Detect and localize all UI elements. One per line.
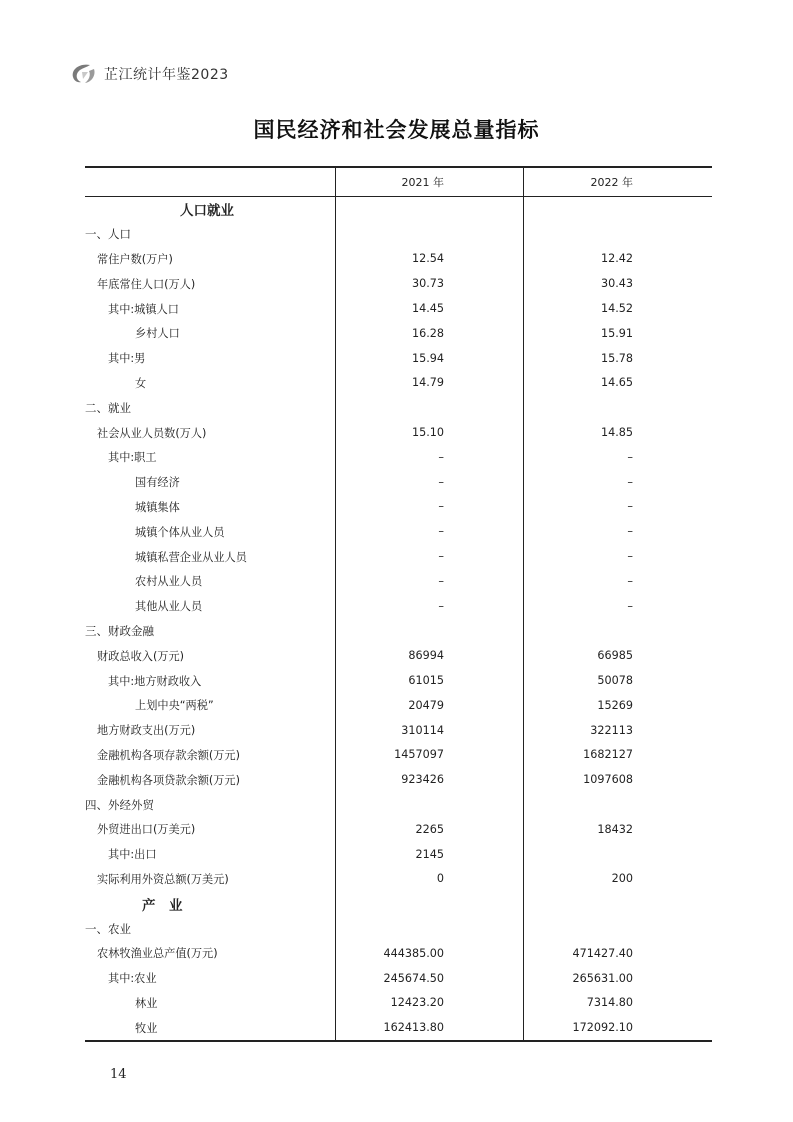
table-row [85, 247, 712, 272]
row-label: 人口就业 [180, 203, 234, 220]
value-2021: – [438, 475, 444, 489]
value-2022: – [627, 574, 633, 588]
row-label: 牧业 [135, 1021, 158, 1035]
value-2021: 2265 [415, 822, 444, 836]
table-row [85, 271, 712, 296]
value-2022: 1097608 [583, 773, 633, 787]
value-2022: 14.65 [600, 376, 633, 390]
row-label: 一、人口 [85, 227, 131, 242]
value-2021: 15.94 [411, 351, 444, 365]
value-2021: 245674.50 [383, 971, 444, 985]
table-row [85, 817, 712, 842]
table-row [85, 842, 712, 867]
table-row [85, 371, 712, 396]
value-2022: – [627, 450, 633, 464]
column-divider [523, 168, 524, 1040]
table-row [85, 792, 712, 817]
value-2022: 14.52 [600, 302, 633, 316]
table-row [85, 222, 712, 247]
table-row [85, 321, 712, 346]
table-row [85, 668, 712, 693]
row-label: 其中:出口 [108, 848, 157, 862]
value-2021: 444385.00 [383, 946, 444, 960]
value-2021: 12.54 [411, 252, 444, 266]
page-title: 国民经济和社会发展总量指标 [253, 118, 540, 142]
row-label: 三、财政金融 [85, 623, 154, 638]
value-2021: 15.10 [411, 426, 444, 440]
row-label: 金融机构各项存款余额(万元) [97, 748, 240, 762]
value-2022: 200 [611, 872, 633, 886]
row-label: 女 [135, 376, 147, 390]
value-2021: 16.28 [411, 326, 444, 340]
value-2021: – [438, 525, 444, 539]
table-row [85, 867, 712, 892]
running-header [68, 62, 229, 86]
value-2021: 923426 [401, 773, 444, 787]
row-label: 农林牧渔业总产值(万元) [97, 947, 218, 961]
value-2022: – [627, 525, 633, 539]
table-row [85, 395, 712, 420]
value-2022: – [627, 500, 633, 514]
value-2021: 14.79 [411, 376, 444, 390]
table-body [85, 197, 712, 1040]
value-2022: 7314.80 [586, 996, 633, 1010]
column-divider [335, 168, 336, 1040]
value-2022: 265631.00 [572, 971, 633, 985]
indicator-table [85, 166, 712, 1042]
row-label: 实际利用外资总额(万美元) [97, 872, 229, 886]
row-label: 二、就业 [85, 400, 131, 415]
row-label: 其中:农业 [108, 972, 157, 986]
row-label: 乡村人口 [135, 327, 180, 341]
value-2021: – [438, 574, 444, 588]
column-header-2021: 2021 年 [401, 176, 444, 189]
value-2022: 15.78 [600, 351, 633, 365]
value-2021: 162413.80 [383, 1021, 444, 1035]
row-label: 社会从业人员数(万人) [97, 426, 207, 440]
table-row [85, 1015, 712, 1040]
table-row [85, 891, 712, 916]
table-row [85, 718, 712, 743]
value-2021: 86994 [408, 649, 444, 663]
row-label: 林业 [135, 996, 158, 1010]
value-2022: 1682127 [583, 748, 633, 762]
value-2022: 15.91 [600, 326, 633, 340]
yearbook-title: 芷江统计年鉴2023 [104, 67, 229, 83]
value-2022: 15269 [597, 698, 633, 712]
row-label: 其中:城镇人口 [108, 302, 179, 316]
value-2022: 50078 [597, 674, 633, 688]
row-label: 金融机构各项贷款余额(万元) [97, 773, 240, 787]
value-2021: – [438, 450, 444, 464]
value-2022: 172092.10 [572, 1021, 633, 1035]
value-2021: 12423.20 [390, 996, 444, 1010]
value-2022: 14.85 [600, 426, 633, 440]
table-row [85, 643, 712, 668]
row-label: 上划中央“两税” [135, 699, 214, 713]
table-row [85, 544, 712, 569]
value-2022: 471427.40 [572, 946, 633, 960]
table-row [85, 519, 712, 544]
table-row [85, 495, 712, 520]
value-2021: 1457097 [394, 748, 444, 762]
value-2021: 30.73 [411, 277, 444, 291]
value-2021: 20479 [408, 698, 444, 712]
value-2021: 0 [436, 872, 444, 886]
row-label: 常住户数(万户) [97, 252, 173, 266]
table-row [85, 569, 712, 594]
table-row [85, 197, 712, 222]
value-2022: – [627, 550, 633, 564]
row-label: 外贸进出口(万美元) [97, 823, 196, 837]
value-2021: – [438, 500, 444, 514]
value-2021: 61015 [408, 674, 444, 688]
table-row [85, 619, 712, 644]
row-label: 一、农业 [85, 921, 131, 936]
value-2022: 66985 [597, 649, 633, 663]
value-2022: 12.42 [600, 252, 633, 266]
table-row [85, 346, 712, 371]
table-row [85, 296, 712, 321]
value-2021: 14.45 [411, 302, 444, 316]
row-label: 城镇集体 [135, 500, 180, 514]
table-row [85, 941, 712, 966]
row-label: 其中:地方财政收入 [108, 674, 202, 688]
table-row [85, 420, 712, 445]
row-label: 其中:男 [108, 352, 146, 366]
value-2021: 2145 [415, 847, 444, 861]
table-row [85, 966, 712, 991]
value-2022: – [627, 599, 633, 613]
row-label: 国有经济 [135, 476, 180, 490]
table-row [85, 743, 712, 768]
value-2022: – [627, 475, 633, 489]
value-2022: 322113 [590, 723, 633, 737]
table-row [85, 594, 712, 619]
value-2022: 30.43 [600, 277, 633, 291]
column-header-2022: 2022 年 [590, 176, 633, 189]
table-row [85, 767, 712, 792]
table-row [85, 991, 712, 1016]
page-number: 14 [110, 1067, 127, 1082]
value-2021: 310114 [401, 723, 444, 737]
yearbook-logo-icon [68, 62, 98, 86]
row-label: 其中:职工 [108, 451, 157, 465]
row-label: 产 业 [142, 897, 183, 914]
value-2022: 18432 [597, 822, 633, 836]
table-header [85, 168, 712, 197]
table-row [85, 693, 712, 718]
row-label: 城镇个体从业人员 [135, 525, 225, 539]
table-row [85, 470, 712, 495]
row-label: 财政总收入(万元) [97, 649, 185, 663]
row-label: 年底常住人口(万人) [97, 277, 196, 291]
row-label: 地方财政支出(万元) [97, 724, 196, 738]
value-2021: – [438, 550, 444, 564]
value-2021: – [438, 599, 444, 613]
row-label: 其他从业人员 [135, 600, 203, 614]
row-label: 四、外经外贸 [85, 797, 154, 812]
row-label: 城镇私营企业从业人员 [135, 550, 247, 564]
table-row [85, 445, 712, 470]
row-label: 农村从业人员 [135, 575, 203, 589]
table-row [85, 916, 712, 941]
